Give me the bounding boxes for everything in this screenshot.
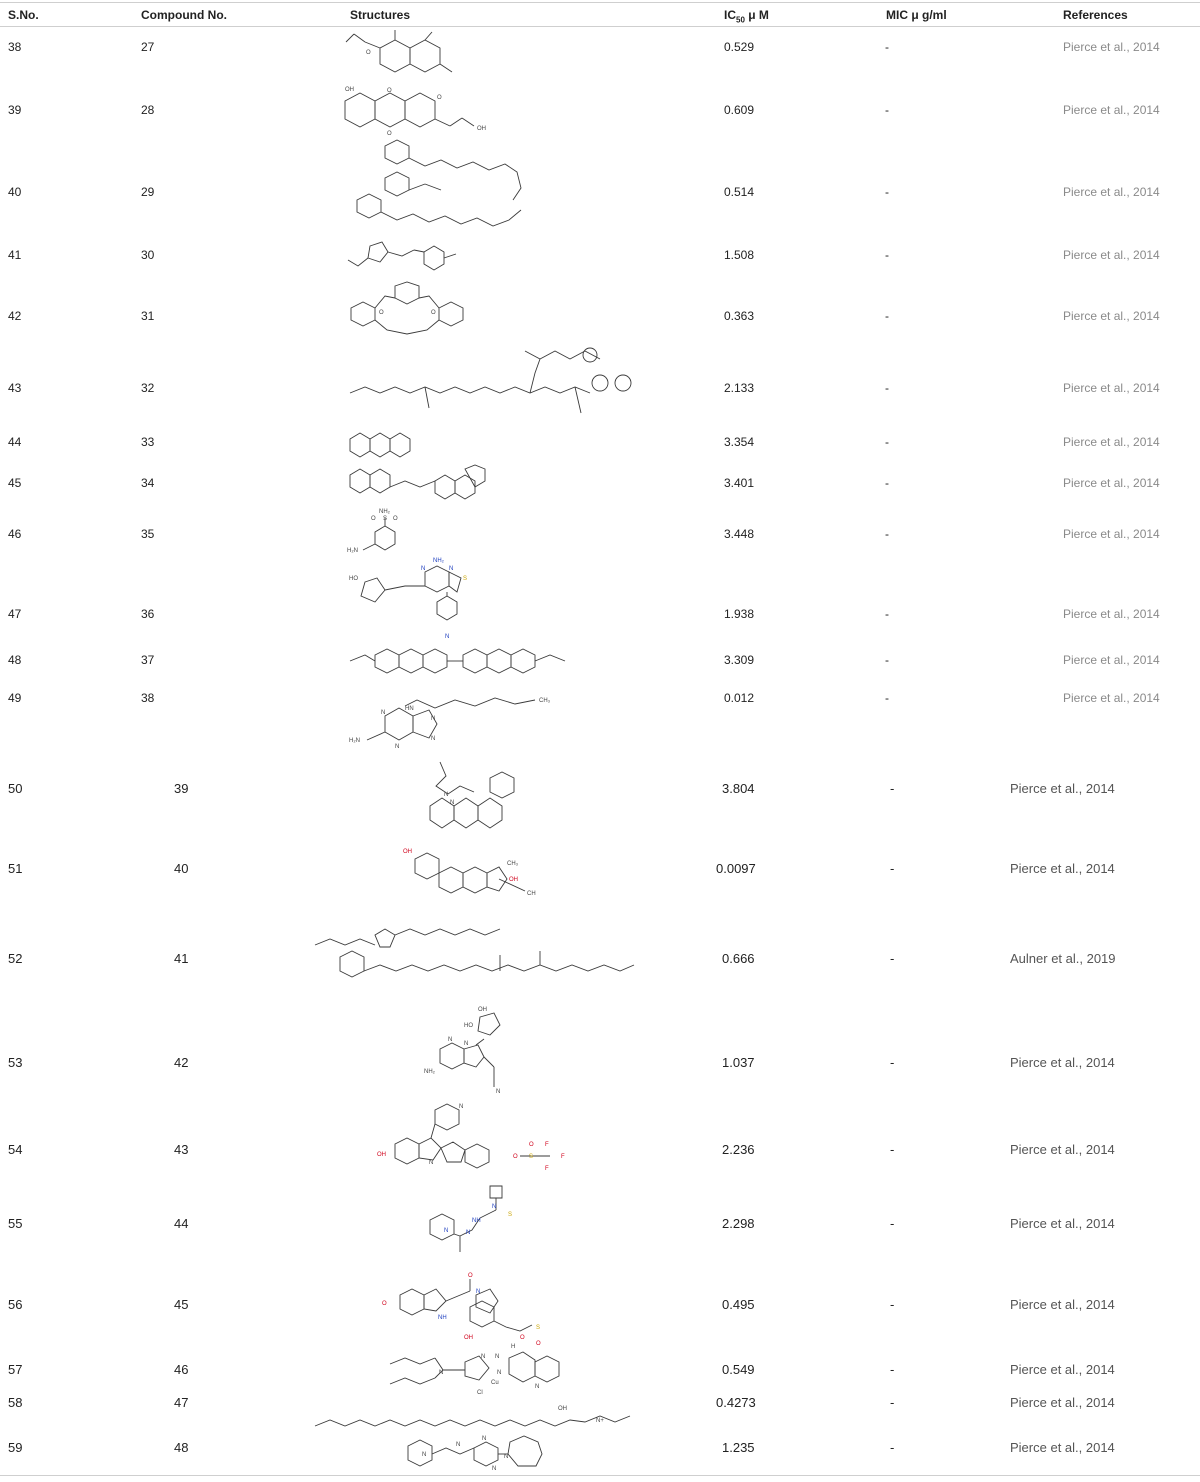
cell-sno: 56 — [8, 1297, 23, 1312]
cell-sno: 39 — [8, 103, 22, 117]
cell-mic: - — [885, 103, 889, 117]
cell-sno: 58 — [8, 1395, 23, 1410]
cell-reference: Pierce et al., 2014 — [1010, 1440, 1115, 1455]
atom-label: OH — [464, 1335, 473, 1341]
cell-ic50: 1.235 — [722, 1440, 755, 1455]
cell-mic: - — [885, 691, 889, 705]
cell-ic50: 2.298 — [722, 1216, 755, 1231]
cell-compound: 32 — [141, 381, 155, 395]
cell-ic50: 0.495 — [722, 1297, 755, 1312]
cell-mic: - — [885, 527, 889, 541]
atom-label: N — [429, 1160, 434, 1166]
structure-compound-30 — [340, 238, 500, 274]
atom-label: N — [504, 1454, 509, 1460]
atom-label: CH₃ — [539, 698, 551, 704]
atom-label: N — [456, 1442, 461, 1448]
cell-compound: 39 — [174, 781, 189, 796]
cell-reference: Pierce et al., 2014 — [1010, 1055, 1115, 1070]
atom-label: OH — [478, 1007, 487, 1013]
atom-label: S — [536, 1325, 541, 1331]
cell-reference: Pierce et al., 2014 — [1063, 527, 1160, 541]
atom-label: OH — [509, 877, 518, 883]
cell-ic50: 0.529 — [724, 40, 755, 54]
structure-compound-33 — [345, 429, 435, 457]
cell-compound: 37 — [141, 653, 155, 667]
cell-compound: 27 — [141, 40, 155, 54]
cell-compound: 47 — [174, 1395, 189, 1410]
atom-label: N — [381, 710, 386, 716]
cell-compound: 35 — [141, 527, 155, 541]
cell-reference: Pierce et al., 2014 — [1063, 653, 1160, 667]
cell-compound: 36 — [141, 607, 155, 621]
cell-sno: 45 — [8, 476, 22, 490]
atom-label: N — [422, 1452, 427, 1458]
cell-reference: Pierce et al., 2014 — [1010, 1297, 1115, 1312]
structure-compound-36 — [345, 558, 485, 648]
cell-reference: Pierce et al., 2014 — [1063, 248, 1160, 262]
cell-mic: - — [885, 653, 889, 667]
table-bottom-rule — [0, 1475, 1200, 1476]
structure-compound-35 — [345, 508, 425, 556]
cell-ic50: 0.363 — [724, 309, 755, 323]
cell-mic: - — [885, 381, 889, 395]
atom-label: N — [464, 1041, 469, 1047]
atom-label: N — [459, 1104, 464, 1110]
cell-reference: Pierce et al., 2014 — [1063, 309, 1160, 323]
atom-label: N — [448, 1037, 453, 1043]
atom-label: NH₂ — [433, 558, 444, 564]
cell-ic50: 3.354 — [724, 435, 755, 449]
cell-compound: 44 — [174, 1216, 189, 1231]
structure-compound-29 — [345, 138, 545, 238]
cell-ic50: 3.804 — [722, 781, 755, 796]
cell-compound: 38 — [141, 691, 155, 705]
atom-label: O — [371, 516, 376, 522]
cell-ic50: 2.236 — [722, 1142, 755, 1157]
atom-label: F — [561, 1154, 565, 1160]
cell-mic: - — [890, 1055, 895, 1070]
cell-ic50: 3.309 — [724, 653, 755, 667]
cell-mic: - — [885, 40, 889, 54]
atom-label: N — [497, 1370, 502, 1376]
cell-ic50: 1.508 — [724, 248, 755, 262]
atom-label: S — [463, 576, 468, 582]
cell-mic: - — [890, 861, 895, 876]
cell-compound: 34 — [141, 476, 155, 490]
cell-sno: 46 — [8, 527, 22, 541]
cell-reference: Pierce et al., 2014 — [1063, 476, 1160, 490]
cell-compound: 40 — [174, 861, 189, 876]
atom-label: NH — [472, 1218, 481, 1224]
header-compound-no: Compound No. — [141, 8, 227, 22]
cell-compound: 41 — [174, 951, 189, 966]
atom-label: O — [536, 1341, 541, 1347]
atom-label: H₂N — [349, 738, 360, 744]
header-sno: S.No. — [8, 8, 39, 22]
atom-label: CH — [527, 891, 536, 897]
atom-label: N — [495, 1354, 500, 1360]
cell-compound: 31 — [141, 309, 155, 323]
cell-mic: - — [890, 1395, 895, 1410]
structure-compound-41 — [310, 915, 640, 990]
cell-mic: - — [890, 1142, 895, 1157]
cell-sno: 47 — [8, 607, 22, 621]
header-ic50: $IC_{50}$ μ M — [724, 8, 769, 25]
atom-label: N — [445, 634, 450, 640]
cell-sno: 57 — [8, 1362, 23, 1377]
cell-ic50: 0.549 — [722, 1362, 755, 1377]
cell-compound: 43 — [174, 1142, 189, 1157]
cell-ic50: 0.0097 — [716, 861, 756, 876]
cell-reference: Pierce et al., 2014 — [1010, 1142, 1115, 1157]
header-structures: Structures — [350, 8, 411, 22]
atom-label: Cl — [477, 1390, 483, 1396]
cell-reference: Pierce et al., 2014 — [1063, 435, 1160, 449]
atom-label: O — [387, 131, 392, 137]
cell-sno: 52 — [8, 951, 23, 966]
cell-compound: 42 — [174, 1055, 189, 1070]
cell-reference: Pierce et al., 2014 — [1010, 781, 1115, 796]
structure-compound-28 — [340, 86, 500, 136]
cell-mic: - — [890, 1440, 895, 1455]
atom-label: O — [529, 1142, 534, 1148]
cell-compound: 28 — [141, 103, 155, 117]
cell-mic: - — [885, 435, 889, 449]
structure-compound-27 — [340, 28, 470, 80]
cell-sno: 40 — [8, 185, 22, 199]
cell-compound: 48 — [174, 1440, 189, 1455]
atom-label: N — [421, 566, 426, 572]
cell-ic50: 3.448 — [724, 527, 755, 541]
atom-label: S — [529, 1154, 534, 1160]
structure-compound-43 — [375, 1100, 575, 1180]
cell-ic50: 1.938 — [724, 607, 755, 621]
atom-label: N — [492, 1466, 497, 1472]
atom-label: N — [450, 800, 455, 806]
header-references: References — [1063, 8, 1128, 22]
atom-label: OH — [377, 1152, 386, 1158]
cell-reference: Pierce et al., 2014 — [1063, 607, 1160, 621]
cell-mic: - — [885, 309, 889, 323]
cell-sno: 49 — [8, 691, 22, 705]
atom-label: CH₃ — [507, 861, 519, 867]
atom-label: F — [545, 1166, 549, 1172]
cell-reference: Pierce et al., 2014 — [1010, 1216, 1115, 1231]
atom-label: N — [476, 1289, 481, 1295]
cell-reference: Pierce et al., 2014 — [1010, 1395, 1115, 1410]
structure-compound-34 — [345, 465, 535, 499]
cell-mic: - — [890, 1297, 895, 1312]
cell-reference: Pierce et al., 2014 — [1063, 691, 1160, 705]
cell-compound: 29 — [141, 185, 155, 199]
cell-sno: 51 — [8, 861, 23, 876]
structure-compound-38 — [345, 690, 575, 750]
header-mic: MIC μ g/ml — [886, 8, 947, 22]
atom-label: N — [431, 716, 436, 722]
atom-label: O — [431, 310, 436, 316]
cell-mic: - — [885, 476, 889, 490]
atom-label: O — [382, 1301, 387, 1307]
cell-ic50: 0.609 — [724, 103, 755, 117]
atom-label: OH — [403, 849, 412, 855]
atom-label: HN — [405, 706, 414, 712]
atom-label: O — [393, 516, 398, 522]
structure-compound-40 — [395, 845, 555, 905]
atom-label: H₂N — [347, 548, 358, 554]
atom-label: OH — [558, 1406, 567, 1412]
cell-ic50: 3.401 — [724, 476, 755, 490]
structure-compound-47 — [310, 1400, 640, 1430]
cell-ic50: 1.037 — [722, 1055, 755, 1070]
cell-compound: 33 — [141, 435, 155, 449]
cell-sno: 44 — [8, 435, 22, 449]
structure-compound-48 — [400, 1432, 580, 1470]
cell-ic50: 0.514 — [724, 185, 755, 199]
atom-label: NH — [438, 1315, 447, 1321]
atom-label: F — [545, 1142, 549, 1148]
atom-label: N — [431, 736, 436, 742]
atom-label: N — [481, 1354, 486, 1360]
cell-mic: - — [890, 1362, 895, 1377]
cell-sno: 43 — [8, 381, 22, 395]
cell-ic50: 2.133 — [724, 381, 755, 395]
atom-label: O — [513, 1154, 518, 1160]
atom-label: S — [383, 516, 388, 522]
atom-label: HO — [464, 1023, 473, 1029]
cell-sno: 42 — [8, 309, 22, 323]
atom-label: N — [496, 1089, 501, 1095]
cell-sno: 59 — [8, 1440, 23, 1455]
structure-compound-32 — [345, 343, 640, 428]
cell-ic50: 0.4273 — [716, 1395, 756, 1410]
cell-compound: 46 — [174, 1362, 189, 1377]
structure-compound-44 — [420, 1180, 540, 1260]
cell-sno: 41 — [8, 248, 22, 262]
cell-sno: 38 — [8, 40, 22, 54]
cell-sno: 50 — [8, 781, 23, 796]
cell-mic: - — [885, 185, 889, 199]
cell-sno: 48 — [8, 653, 22, 667]
cell-mic: - — [890, 1216, 895, 1231]
table-top-rule — [0, 2, 1200, 3]
atom-label: N — [439, 1370, 444, 1376]
atom-label: N — [395, 744, 400, 750]
atom-label: NH₂ — [379, 509, 390, 515]
cell-mic: - — [890, 951, 895, 966]
atom-label: O — [366, 50, 371, 56]
atom-label: H — [511, 1344, 516, 1350]
cell-mic: - — [885, 248, 889, 262]
cell-compound: 45 — [174, 1297, 189, 1312]
cell-reference: Pierce et al., 2014 — [1063, 381, 1160, 395]
cell-compound: 30 — [141, 248, 155, 262]
atom-label: N — [482, 1436, 487, 1442]
cell-sno: 54 — [8, 1142, 23, 1157]
structure-compound-39 — [400, 752, 560, 842]
atom-label: OH — [345, 87, 354, 93]
cell-reference: Pierce et al., 2014 — [1010, 861, 1115, 876]
atom-label: O — [379, 310, 384, 316]
atom-label: N — [466, 1230, 471, 1236]
header-rule — [0, 26, 1200, 27]
structure-compound-37 — [345, 645, 575, 677]
cell-reference: Pierce et al., 2014 — [1010, 1362, 1115, 1377]
atom-label: N — [535, 1384, 540, 1390]
cell-reference: Pierce et al., 2014 — [1063, 40, 1160, 54]
cell-ic50: 0.012 — [724, 691, 755, 705]
atom-label: N+ — [596, 1418, 604, 1424]
cell-reference: Pierce et al., 2014 — [1063, 103, 1160, 117]
atom-label: N — [449, 566, 454, 572]
structure-compound-31 — [345, 282, 475, 340]
atom-label: NH₂ — [424, 1069, 435, 1075]
cell-ic50: 0.666 — [722, 951, 755, 966]
atom-label: HO — [349, 576, 358, 582]
atom-label: N — [492, 1204, 497, 1210]
cell-mic: - — [890, 781, 895, 796]
atom-label: N — [444, 1228, 449, 1234]
cell-sno: 53 — [8, 1055, 23, 1070]
structure-compound-42 — [420, 1005, 530, 1095]
atom-label: O — [468, 1273, 473, 1279]
cell-reference: Aulner et al., 2019 — [1010, 951, 1116, 966]
atom-label: O — [437, 95, 442, 101]
atom-label: S — [508, 1212, 513, 1218]
cell-mic: - — [885, 607, 889, 621]
cell-sno: 55 — [8, 1216, 23, 1231]
atom-label: Cu — [491, 1380, 499, 1386]
atom-label: OH — [477, 126, 486, 132]
atom-label: N — [444, 792, 449, 798]
atom-label: O — [387, 88, 392, 94]
structure-compound-46 — [385, 1340, 585, 1398]
cell-reference: Pierce et al., 2014 — [1063, 185, 1160, 199]
atom-label: O — [520, 1335, 525, 1341]
